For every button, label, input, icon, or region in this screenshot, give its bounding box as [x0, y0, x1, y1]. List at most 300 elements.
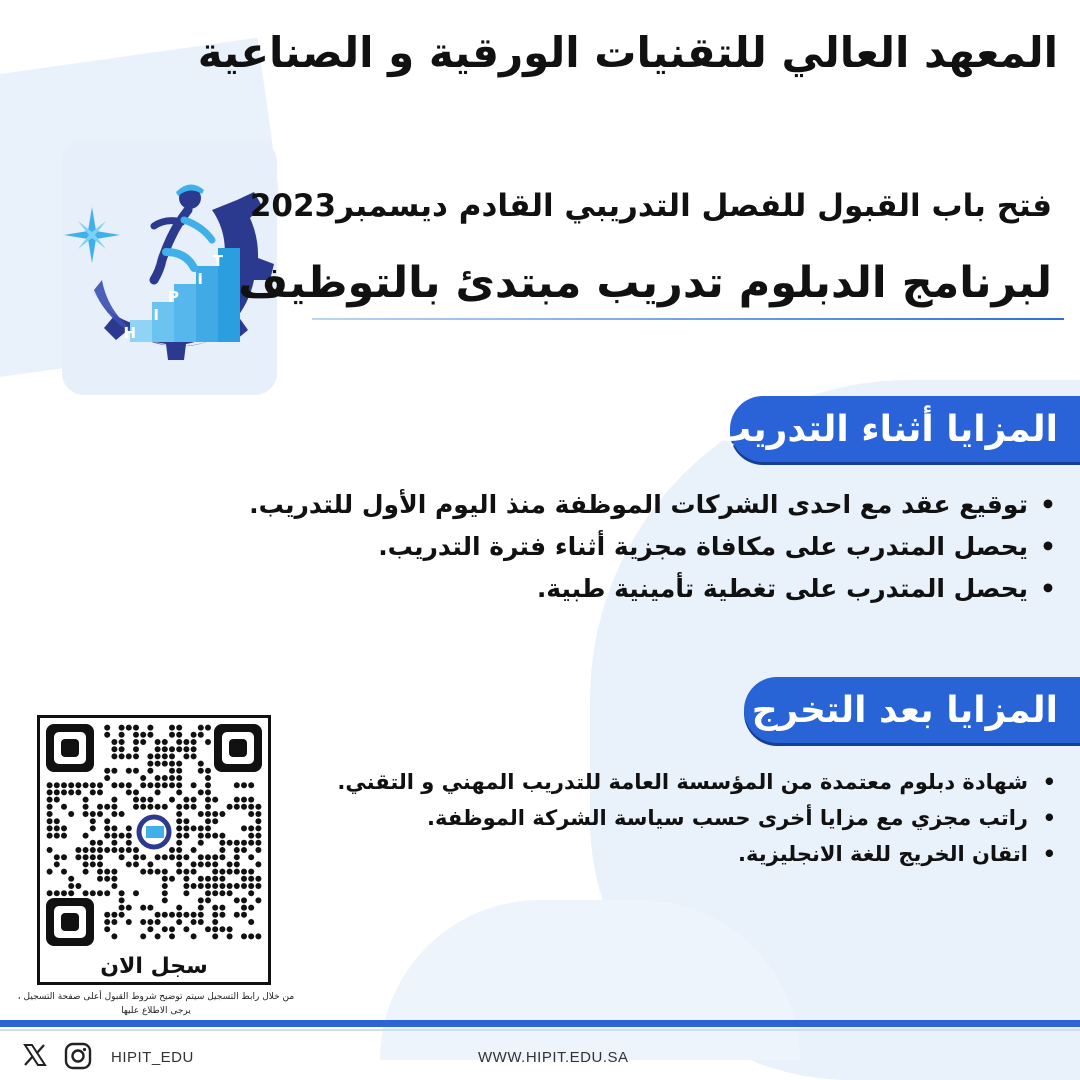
qr-module — [176, 782, 182, 788]
qr-module — [97, 876, 103, 882]
qr-module — [183, 854, 189, 860]
qr-module — [255, 847, 261, 853]
list-item: • يحصل المتدرب على مكافاة مجزية أثناء فترة التدريب. — [249, 526, 1058, 568]
list-item: • راتب مجزي مع مزايا أخرى حسب سياسة الشركة الموظفة. — [337, 800, 1058, 836]
qr-module — [155, 804, 161, 810]
qr-module — [61, 782, 67, 788]
qr-module — [75, 782, 81, 788]
qr-module — [111, 782, 117, 788]
qr-module — [212, 811, 218, 817]
graduation-benefits-list — [337, 764, 1058, 872]
qr-module — [176, 804, 182, 810]
qr-module — [133, 861, 139, 867]
qr-module — [183, 912, 189, 918]
qr-module — [133, 804, 139, 810]
institute-title: المعهد العالي للتقنيات الورقية و الصناعية — [197, 28, 1058, 77]
qr-module — [155, 782, 161, 788]
qr-module — [176, 847, 182, 853]
qr-module — [191, 804, 197, 810]
qr-module — [133, 854, 139, 860]
qr-module — [162, 883, 168, 889]
qr-module — [205, 725, 211, 731]
qr-module — [198, 840, 204, 846]
list-item: • توقيع عقد مع احدى الشركات الموظفة منذ اليوم الأول للتدريب. — [249, 484, 1058, 526]
qr-module — [212, 854, 218, 860]
qr-module — [68, 890, 74, 896]
qr-module — [155, 933, 161, 939]
qr-module — [169, 725, 175, 731]
qr-module — [248, 854, 254, 860]
qr-module — [140, 775, 146, 781]
qr-module — [169, 926, 175, 932]
qr-module — [140, 933, 146, 939]
qr-module — [97, 789, 103, 795]
qr-module — [140, 739, 146, 745]
qr-module — [176, 919, 182, 925]
qr-module — [111, 825, 117, 831]
qr-module — [47, 811, 53, 817]
qr-module — [104, 818, 110, 824]
qr-module — [126, 847, 132, 853]
qr-module — [219, 811, 225, 817]
qr-module — [234, 840, 240, 846]
qr-module — [140, 919, 146, 925]
logo-letter: H — [123, 324, 136, 342]
qr-module — [169, 746, 175, 752]
qr-module — [198, 897, 204, 903]
qr-module — [191, 739, 197, 745]
qr-module — [47, 782, 53, 788]
qr-module — [241, 825, 247, 831]
qr-module — [176, 861, 182, 867]
qr-module — [198, 854, 204, 860]
qr-module — [169, 732, 175, 738]
qr-module — [133, 739, 139, 745]
qr-module — [147, 804, 153, 810]
qr-module — [104, 732, 110, 738]
qr-module — [169, 797, 175, 803]
qr-module — [176, 869, 182, 875]
qr-module — [212, 833, 218, 839]
qr-module — [227, 804, 233, 810]
qr-module — [75, 854, 81, 860]
qr-module — [90, 854, 96, 860]
qr-module — [169, 761, 175, 767]
qr-module — [212, 818, 218, 824]
qr-module — [61, 825, 67, 831]
qr-module — [212, 876, 218, 882]
qr-module — [183, 753, 189, 759]
qr-module — [47, 833, 53, 839]
qr-module — [133, 797, 139, 803]
qr-module — [119, 905, 125, 911]
qr-module — [212, 861, 218, 867]
qr-module — [104, 775, 110, 781]
qr-module — [255, 883, 261, 889]
qr-module — [255, 861, 261, 867]
qr-module — [176, 739, 182, 745]
qr-module — [205, 890, 211, 896]
qr-module — [219, 840, 225, 846]
qr-module — [104, 869, 110, 875]
qr-module — [119, 782, 125, 788]
qr-module — [191, 746, 197, 752]
qr-module — [191, 933, 197, 939]
qr-module — [90, 840, 96, 846]
qr-module — [205, 897, 211, 903]
qr-module — [54, 782, 60, 788]
qr-module — [104, 804, 110, 810]
qr-module — [90, 811, 96, 817]
qr-module — [176, 789, 182, 795]
qr-module — [155, 761, 161, 767]
qr-module — [205, 854, 211, 860]
qr-module — [234, 804, 240, 810]
footer — [0, 1036, 1080, 1080]
qr-module — [198, 789, 204, 795]
qr-module — [227, 933, 233, 939]
qr-module — [126, 905, 132, 911]
qr-module — [68, 883, 74, 889]
qr-module — [126, 768, 132, 774]
qr-module — [119, 753, 125, 759]
qr-module — [176, 912, 182, 918]
qr-module — [176, 732, 182, 738]
qr-module — [162, 926, 168, 932]
qr-module — [219, 890, 225, 896]
qr-module — [155, 869, 161, 875]
qr-module — [205, 926, 211, 932]
qr-module — [111, 919, 117, 925]
qr-module — [111, 739, 117, 745]
qr-module — [47, 847, 53, 853]
qr-module — [162, 804, 168, 810]
qr-module — [90, 825, 96, 831]
qr-module — [140, 732, 146, 738]
qr-module — [176, 768, 182, 774]
qr-module — [248, 890, 254, 896]
qr-module — [219, 905, 225, 911]
qr-module — [147, 768, 153, 774]
qr-module — [133, 768, 139, 774]
qr-module — [97, 890, 103, 896]
qr-module — [227, 869, 233, 875]
qr-module — [126, 789, 132, 795]
qr-module — [191, 869, 197, 875]
qr-module — [155, 854, 161, 860]
qr-module — [219, 876, 225, 882]
qr-module — [119, 746, 125, 752]
qr-module — [176, 775, 182, 781]
qr-module — [61, 804, 67, 810]
qr-module — [111, 933, 117, 939]
instagram-icon[interactable] — [64, 1042, 92, 1070]
qr-module — [183, 869, 189, 875]
qr-module — [111, 833, 117, 839]
qr-module — [68, 789, 74, 795]
qr-module — [219, 854, 225, 860]
qr-module — [75, 847, 81, 853]
qr-module — [119, 890, 125, 896]
qr-module — [219, 869, 225, 875]
qr-module — [183, 825, 189, 831]
qr-module — [140, 869, 146, 875]
qr-module — [248, 811, 254, 817]
qr-module — [169, 768, 175, 774]
qr-module — [162, 739, 168, 745]
qr-module — [176, 811, 182, 817]
list-item: • يحصل المتدرب على تغطية تأمينية طبية. — [249, 568, 1058, 610]
qr-module — [162, 753, 168, 759]
qr-module — [219, 847, 225, 853]
footer-divider — [0, 1029, 1080, 1031]
qr-module — [248, 869, 254, 875]
qr-module — [111, 768, 117, 774]
qr-module — [162, 897, 168, 903]
qr-module — [234, 847, 240, 853]
qr-module — [54, 854, 60, 860]
qr-module — [198, 919, 204, 925]
qr-module — [147, 725, 153, 731]
qr-module — [162, 876, 168, 882]
footer-accent-bar — [0, 1020, 1080, 1027]
qr-module — [169, 876, 175, 882]
qr-module — [83, 869, 89, 875]
qr-module — [140, 905, 146, 911]
qr-module — [191, 782, 197, 788]
qr-module — [241, 869, 247, 875]
qr-module — [104, 919, 110, 925]
qr-module — [205, 804, 211, 810]
qr-module — [140, 804, 146, 810]
qr-module — [162, 869, 168, 875]
qr-module — [47, 804, 53, 810]
qr-module — [162, 761, 168, 767]
qr-module — [147, 782, 153, 788]
qr-module — [255, 804, 261, 810]
qr-module — [212, 890, 218, 896]
qr-module — [255, 876, 261, 882]
qr-module — [191, 919, 197, 925]
qr-module — [104, 725, 110, 731]
qr-module — [147, 926, 153, 932]
list-item: • شهادة دبلوم معتمدة من المؤسسة العامة للتدريب المهني و التقني. — [337, 764, 1058, 800]
qr-module — [119, 833, 125, 839]
x-icon[interactable] — [22, 1042, 48, 1068]
qr-module — [75, 883, 81, 889]
social-handle[interactable]: HIPIT_EDU — [111, 1049, 194, 1066]
qr-module — [169, 753, 175, 759]
qr-module — [147, 797, 153, 803]
qr-module — [97, 840, 103, 846]
qr-module — [47, 818, 53, 824]
qr-module — [248, 782, 254, 788]
qr-module — [147, 761, 153, 767]
qr-module — [97, 782, 103, 788]
qr-module — [212, 797, 218, 803]
qr-module — [248, 933, 254, 939]
qr-module — [169, 912, 175, 918]
qr-module — [162, 782, 168, 788]
qr-module — [90, 861, 96, 867]
qr-module — [219, 883, 225, 889]
qr-module — [147, 753, 153, 759]
qr-module — [111, 746, 117, 752]
registration-qr-code[interactable] — [37, 715, 271, 985]
admission-announcement: فتح باب القبول للفصل التدريبي القادم ديسمبر2023 — [249, 188, 1052, 224]
qr-module — [183, 746, 189, 752]
qr-module — [119, 739, 125, 745]
qr-module — [133, 725, 139, 731]
qr-module — [61, 833, 67, 839]
qr-module — [162, 890, 168, 896]
qr-module — [176, 854, 182, 860]
qr-module — [198, 861, 204, 867]
qr-module — [241, 912, 247, 918]
qr-module — [47, 797, 53, 803]
qr-module — [155, 919, 161, 925]
qr-module — [248, 840, 254, 846]
qr-module — [198, 725, 204, 731]
qr-module — [205, 789, 211, 795]
qr-module — [54, 789, 60, 795]
qr-module — [83, 797, 89, 803]
qr-module — [126, 825, 132, 831]
qr-module — [155, 789, 161, 795]
qr-module — [176, 761, 182, 767]
qr-module — [198, 876, 204, 882]
qr-module — [205, 833, 211, 839]
qr-code-graphic[interactable] — [46, 724, 262, 946]
qr-module — [126, 840, 132, 846]
qr-module — [198, 883, 204, 889]
qr-module — [133, 890, 139, 896]
qr-module — [140, 782, 146, 788]
qr-module — [54, 890, 60, 896]
qr-module — [255, 933, 261, 939]
qr-module — [205, 818, 211, 824]
qr-module — [126, 725, 132, 731]
qr-module — [255, 811, 261, 817]
qr-module — [191, 912, 197, 918]
qr-module — [97, 811, 103, 817]
logo-letter: I — [197, 270, 203, 288]
qr-module — [169, 782, 175, 788]
qr-module — [140, 797, 146, 803]
qr-module — [133, 789, 139, 795]
qr-module — [255, 897, 261, 903]
training-benefits-list — [249, 484, 1058, 610]
qr-module — [205, 768, 211, 774]
qr-module — [61, 890, 67, 896]
qr-module — [90, 789, 96, 795]
qr-module — [155, 739, 161, 745]
qr-module — [198, 811, 204, 817]
qr-module — [248, 804, 254, 810]
list-item: • اتقان الخريج للغة الانجليزية. — [337, 836, 1058, 872]
qr-module — [111, 876, 117, 882]
logo-letter: I — [153, 306, 159, 324]
qr-module — [54, 833, 60, 839]
qr-module — [54, 861, 60, 867]
qr-module — [219, 833, 225, 839]
qr-module — [97, 854, 103, 860]
qr-module — [111, 847, 117, 853]
qr-module — [183, 797, 189, 803]
qr-module — [97, 804, 103, 810]
qr-module — [119, 725, 125, 731]
qr-module — [104, 876, 110, 882]
register-now-label[interactable]: سجل الان — [100, 954, 208, 979]
qr-module — [47, 789, 53, 795]
qr-module — [119, 732, 125, 738]
qr-module — [147, 905, 153, 911]
qr-module — [176, 825, 182, 831]
qr-module — [90, 818, 96, 824]
qr-module — [234, 861, 240, 867]
qr-module — [191, 847, 197, 853]
qr-module — [111, 811, 117, 817]
qr-module — [90, 890, 96, 896]
qr-module — [248, 833, 254, 839]
qr-module — [212, 905, 218, 911]
qr-module — [119, 897, 125, 903]
qr-module — [119, 854, 125, 860]
qr-module — [227, 840, 233, 846]
qr-module — [198, 825, 204, 831]
qr-module — [169, 933, 175, 939]
qr-module — [241, 847, 247, 853]
qr-module — [155, 912, 161, 918]
qr-module — [104, 825, 110, 831]
website-link[interactable]: WWW.HIPIT.EDU.SA — [478, 1049, 629, 1066]
qr-module — [191, 753, 197, 759]
qr-module — [133, 732, 139, 738]
qr-module — [248, 919, 254, 925]
qr-module — [111, 804, 117, 810]
qr-module — [83, 890, 89, 896]
qr-module — [176, 725, 182, 731]
qr-module — [183, 833, 189, 839]
qr-module — [54, 797, 60, 803]
qr-module — [155, 753, 161, 759]
qr-module — [111, 912, 117, 918]
qr-module — [111, 840, 117, 846]
qr-module — [83, 861, 89, 867]
qr-module — [198, 905, 204, 911]
qr-module — [155, 775, 161, 781]
qr-module — [97, 861, 103, 867]
qr-module — [47, 890, 53, 896]
qr-module — [83, 782, 89, 788]
qr-module — [47, 825, 53, 831]
qr-module — [212, 919, 218, 925]
qr-module — [198, 833, 204, 839]
qr-module — [241, 933, 247, 939]
qr-module — [119, 811, 125, 817]
qr-module — [104, 890, 110, 896]
qr-module — [219, 926, 225, 932]
qr-module — [248, 876, 254, 882]
qr-module — [133, 847, 139, 853]
qr-module — [104, 768, 110, 774]
qr-module — [162, 746, 168, 752]
qr-module — [111, 869, 117, 875]
qr-module — [198, 761, 204, 767]
qr-module — [162, 775, 168, 781]
qr-module — [119, 847, 125, 853]
qr-module — [205, 883, 211, 889]
